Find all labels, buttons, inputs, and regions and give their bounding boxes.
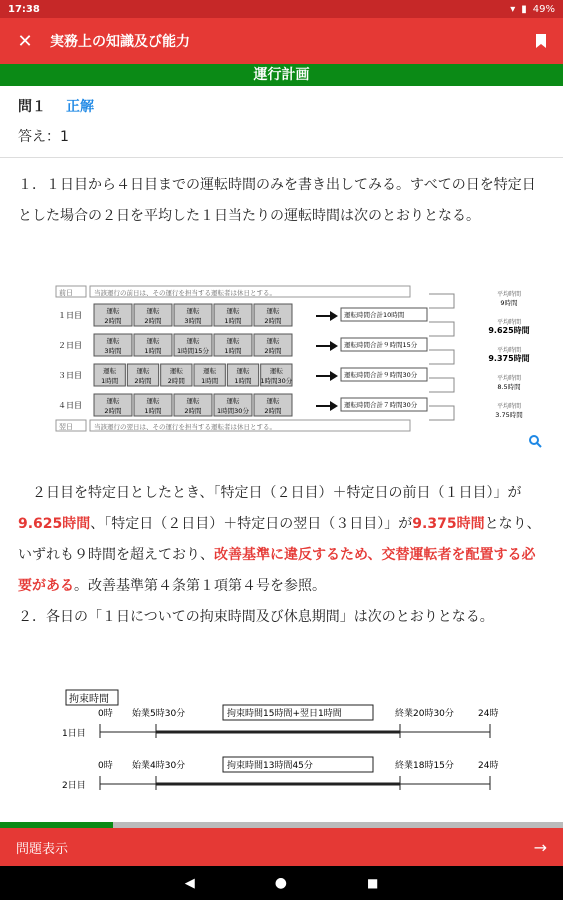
fig1-next-note: 当該運行の翌日は、その運行を担当する運転者は休日とする。: [94, 423, 276, 431]
fig1-block-head: 運転: [136, 367, 150, 375]
fig1-avg-label: 平均時間: [496, 319, 522, 326]
fig1-block-time: 1時間: [144, 347, 162, 355]
fig1-block-time: 1時間: [224, 347, 242, 355]
fig1-avg-value: 3.75時間: [495, 411, 523, 419]
fig2-span: 拘束時間15時間+翌日1時間: [227, 709, 342, 719]
result-label: 正解: [66, 99, 94, 115]
fig1-block-head: 運転: [103, 367, 117, 375]
system-nav-bar: [0, 866, 563, 900]
fig1-bracket: [429, 378, 454, 392]
fig1-day-label: ２日目: [58, 341, 82, 350]
fig1-block-time: 1時間: [234, 377, 252, 385]
fig1-block-time: 1時間30分: [217, 407, 249, 415]
fig1-total-text: 運転時間合計９時間30分: [344, 371, 418, 379]
fig1-block-time: 2時間: [184, 407, 202, 415]
fig1-block-head: 運転: [269, 367, 283, 375]
answer-text: 答え：1: [18, 129, 69, 145]
app-bar: [0, 18, 563, 64]
fig1-avg-label: 平均時間: [496, 403, 522, 410]
fig1-arrow: [316, 401, 338, 411]
fig1-block-head: 運転: [266, 337, 280, 345]
divider: [0, 157, 563, 158]
fig1-avg-value: 9.375時間: [488, 354, 530, 363]
fig1-block-head: 運転: [266, 397, 280, 405]
fig2-end: 終業18時15分: [395, 761, 454, 771]
fig1-avg-label: 平均時間: [496, 375, 522, 382]
fig1-block-head: 運転: [226, 307, 240, 315]
fig1-bracket: [429, 406, 454, 420]
fig1-arrow: [316, 371, 338, 381]
fig1-block-head: 運転: [226, 337, 240, 345]
arrow-right-icon: →: [533, 837, 547, 857]
fig1-bracket: [429, 322, 454, 336]
fig1-bracket: [429, 350, 454, 364]
fig1-avg-value: 9.625時間: [488, 326, 530, 335]
fig1-next-label: 翌日: [59, 423, 73, 431]
fig1-block-head: 運転: [186, 307, 200, 315]
para2-highlight-d: 9.375時間: [412, 516, 485, 532]
fig1-total-text: 運転時間合計10時間: [344, 311, 405, 319]
fig1-block-time: 1時間: [101, 377, 119, 385]
status-icons: [510, 4, 555, 15]
fig1-block-time: 1時間15分: [177, 347, 209, 355]
fig1-arrow: [316, 341, 338, 351]
fig1-block-head: 運転: [169, 367, 183, 375]
driving-time-figure: [54, 282, 544, 442]
fig1-block-time: 2時間: [264, 317, 282, 325]
fig1-block-head: 運転: [106, 307, 120, 315]
wifi-icon: ▾: [510, 3, 516, 15]
fig1-block-head: 運転: [106, 337, 120, 345]
fig1-block-head: 運転: [203, 367, 217, 375]
fig1-block-time: 2時間: [104, 407, 122, 415]
fig2-t24: 24時: [478, 761, 499, 771]
fig1-block-time: 2時間: [144, 317, 162, 325]
fig1-avg-value: 8.5時間: [497, 383, 521, 391]
para2-highlight-f: 改善基準に違反するため、交替運転者を配置する必要がある: [18, 547, 536, 594]
explanation-para-3: ２．各日の「１日についての拘束時間及び休息期間」は次のとおりとなる。: [18, 609, 494, 625]
fig2-heading: 拘束時間: [69, 694, 109, 705]
restraint-time-figure: [60, 688, 505, 813]
para2-highlight-b: 9.625時間: [18, 516, 91, 532]
status-time: 17:38: [8, 3, 40, 15]
fig1-prev-note: 当該運行の前日は、その運行を担当する運転者は休日とする。: [94, 289, 276, 297]
section-title: 運行計画: [0, 64, 563, 86]
para2-text-g: 。改善基準第４条第１項第４号を参照。: [74, 578, 326, 594]
zoom-icon[interactable]: [528, 433, 542, 452]
fig2-start: 始業5時30分: [132, 709, 186, 719]
fig1-block-head: 運転: [226, 397, 240, 405]
app-title: 実務上の知識及び能力: [50, 34, 190, 50]
fig2-t24: 24時: [478, 709, 499, 719]
answer-header: [18, 96, 545, 146]
status-bar: [0, 0, 563, 18]
fig1-block-time: 2時間: [264, 407, 282, 415]
fig1-block-time: 2時間: [134, 377, 152, 385]
fig2-t0: 0時: [98, 761, 113, 771]
recents-icon[interactable]: ■: [366, 876, 379, 890]
fig1-block-time: 1時間: [144, 407, 162, 415]
explanation-para-2: [18, 478, 548, 633]
fig1-block-head: 運転: [266, 307, 280, 315]
fig1-block-head: 運転: [146, 337, 160, 345]
fig1-arrow: [316, 311, 338, 321]
fig2-day: 2日目: [62, 781, 86, 791]
fig1-avg-value: 9時間: [500, 299, 518, 307]
fig1-block-time: 1時間30分: [260, 377, 293, 385]
fig1-avg-label: 平均時間: [496, 291, 522, 298]
fig1-day-label: ３日目: [58, 371, 82, 380]
fig1-bracket: [429, 294, 454, 308]
fig1-block-time: 3時間: [184, 317, 202, 325]
fig1-total-text: 運転時間合計７時間30分: [344, 401, 418, 409]
fig1-total-text: 運転時間合計９時間15分: [344, 341, 418, 349]
fig1-block-head: 運転: [146, 397, 160, 405]
fig2-t0: 0時: [98, 709, 113, 719]
question-number: 問１: [18, 99, 46, 115]
fig1-block-head: 運転: [236, 367, 250, 375]
fig1-block-head: 運転: [146, 307, 160, 315]
fig1-day-label: ４日目: [58, 401, 82, 410]
fig1-block-time: 2時間: [167, 377, 185, 385]
fig1-day-label: １日目: [58, 311, 82, 320]
home-icon[interactable]: ●: [274, 875, 287, 891]
show-question-bar[interactable]: [0, 828, 563, 866]
explanation-para-1: １．１日目から４日目までの運転時間のみを書き出してみる。すべての日を特定日とした場合の２日を平均した１日当たりの運転時間は次のとおりとなる。: [18, 177, 536, 224]
battery-icon: ▮: [521, 3, 527, 15]
fig1-avg-label: 平均時間: [496, 347, 522, 354]
fig1-block-head: 運転: [106, 397, 120, 405]
fig2-day: 1日目: [62, 729, 86, 739]
bookmark-icon[interactable]: [519, 34, 563, 48]
fig1-prev-label: 前日: [59, 289, 73, 297]
fig1-block-time: 2時間: [104, 317, 122, 325]
fig1-block-time: 2時間: [264, 347, 282, 355]
fig2-start: 始業4時30分: [132, 761, 186, 771]
fig2-span: 拘束時間13時間45分: [227, 761, 313, 771]
back-icon[interactable]: ◀: [184, 875, 195, 891]
fig1-block-head: 運転: [186, 397, 200, 405]
fig1-block-head: 運転: [186, 337, 200, 345]
para2-text-a: ２日目を特定日としたとき、「特定日（２日目）＋特定日の前日（１日目）」が: [18, 485, 522, 501]
fig1-block-time: 3時間: [104, 347, 122, 355]
para2-text-c: 、「特定日（２日目）＋特定日の翌日（３日目）」が: [90, 516, 413, 532]
close-icon[interactable]: ✕: [17, 30, 33, 52]
fig2-end: 終業20時30分: [395, 709, 454, 719]
fig1-block-time: 1時間: [224, 317, 242, 325]
para2-text-e: となり、いずれも９時間を超えており、: [18, 516, 541, 563]
show-question-label: 問題表示: [16, 841, 69, 857]
battery-level: 49%: [532, 3, 555, 15]
fig1-block-time: 1時間: [201, 377, 219, 385]
